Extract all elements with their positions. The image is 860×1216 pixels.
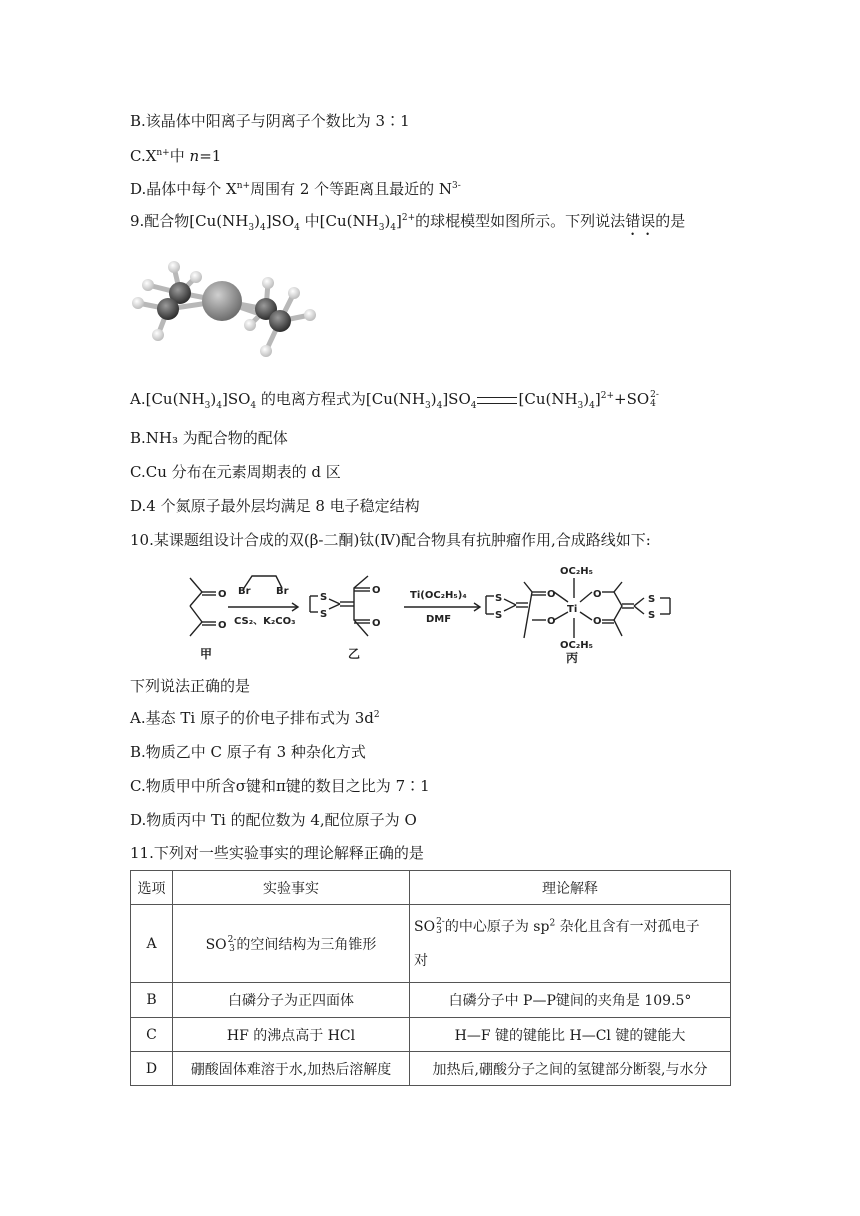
q8-option-c: $C.X^{n+}$中 n=1 <box>130 147 222 165</box>
q11-table <box>130 870 731 1086</box>
svg-text:O: O <box>218 589 227 600</box>
row-option: B <box>131 983 173 1018</box>
svg-text:Ti: Ti <box>567 604 578 615</box>
table-row <box>131 983 731 1018</box>
svg-text:S: S <box>320 592 328 603</box>
svg-text:DMF: DMF <box>426 614 452 625</box>
q10-option-a: A.基态 Ti 原子的价电子排布式为 $3d^2$ <box>130 709 380 727</box>
row-explanation: SO 2- 3 的中心原子为 $sp^2$ 杂化且含有一对孤电子 对 <box>410 905 731 983</box>
header-fact: 实验事实 <box>173 871 410 905</box>
svg-text:Br: Br <box>238 586 251 597</box>
q11-stem: 11.下列对一些实验事实的理论解释正确的是 <box>130 844 424 862</box>
q8-option-d: D.晶体中每个 $X^{n+}$周围有 2 个等距离且最近的 $N^{3-}$ <box>130 180 461 198</box>
q10-option-c: C.物质甲中所含σ键和π键的数目之比为 7∶1 <box>130 777 430 795</box>
svg-text:甲: 甲 <box>200 647 213 661</box>
svg-text:OC₂H₅: OC₂H₅ <box>560 566 593 577</box>
q10-option-d: D.物质丙中 Ti 的配位数为 4,配位原子为 O <box>130 811 417 829</box>
row-option: C <box>131 1018 173 1052</box>
q10-stem: 10.某课题组设计合成的双(β-二酮)钛(Ⅳ)配合物具有抗肿瘤作用,合成路线如下: <box>130 531 651 549</box>
svg-text:OC₂H₅: OC₂H₅ <box>560 640 593 651</box>
svg-text:S: S <box>648 610 656 621</box>
row-explanation: 加热后,硼酸分子之间的氢键部分断裂,与水分 <box>410 1052 731 1086</box>
synthesis-scheme <box>182 562 702 668</box>
header-option: 选项 <box>131 871 173 905</box>
q8-option-b: B.该晶体中阳离子与阴离子个数比为 3∶1 <box>130 112 410 130</box>
svg-text:CS₂、K₂CO₃: CS₂、K₂CO₃ <box>234 616 296 627</box>
svg-text:S: S <box>648 594 656 605</box>
row-explanation: H—F 键的键能比 H—Cl 键的键能大 <box>410 1018 731 1052</box>
svg-text:O: O <box>372 585 381 596</box>
svg-text:O: O <box>593 589 602 600</box>
row-fact: 硼酸固体难溶于水,加热后溶解度 <box>173 1052 410 1086</box>
svg-text:O: O <box>547 589 556 600</box>
table-row <box>131 1052 731 1086</box>
svg-text:S: S <box>495 593 503 604</box>
row-explanation: 白磷分子中 P—P键间的夹角是 109.5° <box>410 983 731 1018</box>
table-row <box>131 905 731 983</box>
emphasis-wrong: 错误 <box>625 212 656 230</box>
q10-question: 下列说法正确的是 <box>130 677 251 695</box>
svg-text:S: S <box>320 609 328 620</box>
svg-text:O: O <box>218 620 227 631</box>
q10-option-b: B.物质乙中 C 原子有 3 种杂化方式 <box>130 743 366 761</box>
row-option: A <box>131 905 173 983</box>
table-row <box>131 1018 731 1052</box>
row-fact: SO 2- 3 的空间结构为三角锥形 <box>173 905 410 983</box>
svg-text:O: O <box>547 616 556 627</box>
svg-text:O: O <box>593 616 602 627</box>
svg-text:O: O <box>372 618 381 629</box>
q9-option-b: B.NH₃ 为配合物的配体 <box>130 429 288 447</box>
q9-stem: 9.配合物$[Cu(NH_3)_4]SO_4$ 中$[Cu(NH_3)_4]^{2+}$的球棍模型如图所示。下列说法错误的是 <box>130 212 686 233</box>
svg-text:Br: Br <box>276 586 289 597</box>
ball-stick-model-figure <box>130 249 318 357</box>
row-fact: HF 的沸点高于 HCl <box>173 1018 410 1052</box>
equals-sign <box>477 397 517 404</box>
q9-option-c: C.Cu 分布在元素周期表的 d 区 <box>130 463 341 481</box>
header-explanation: 理论解释 <box>410 871 731 905</box>
q9-option-d: D.4 个氮原子最外层均满足 8 电子稳定结构 <box>130 497 420 515</box>
svg-text:Ti(OC₂H₅)₄: Ti(OC₂H₅)₄ <box>410 590 467 601</box>
row-fact: 白磷分子为正四面体 <box>173 983 410 1018</box>
row-option: D <box>131 1052 173 1086</box>
svg-text:S: S <box>495 610 503 621</box>
svg-text:丙: 丙 <box>566 651 579 665</box>
table-header-row <box>131 871 731 905</box>
q9-option-a: $A.[Cu(NH_3)_4]SO_4$ 的电离方程式为$[Cu(NH_3)_4]SO_4$ $[Cu(NH_3)_4]^{2+}+SO$ 2- 4 <box>130 390 659 411</box>
svg-text:乙: 乙 <box>348 647 361 661</box>
